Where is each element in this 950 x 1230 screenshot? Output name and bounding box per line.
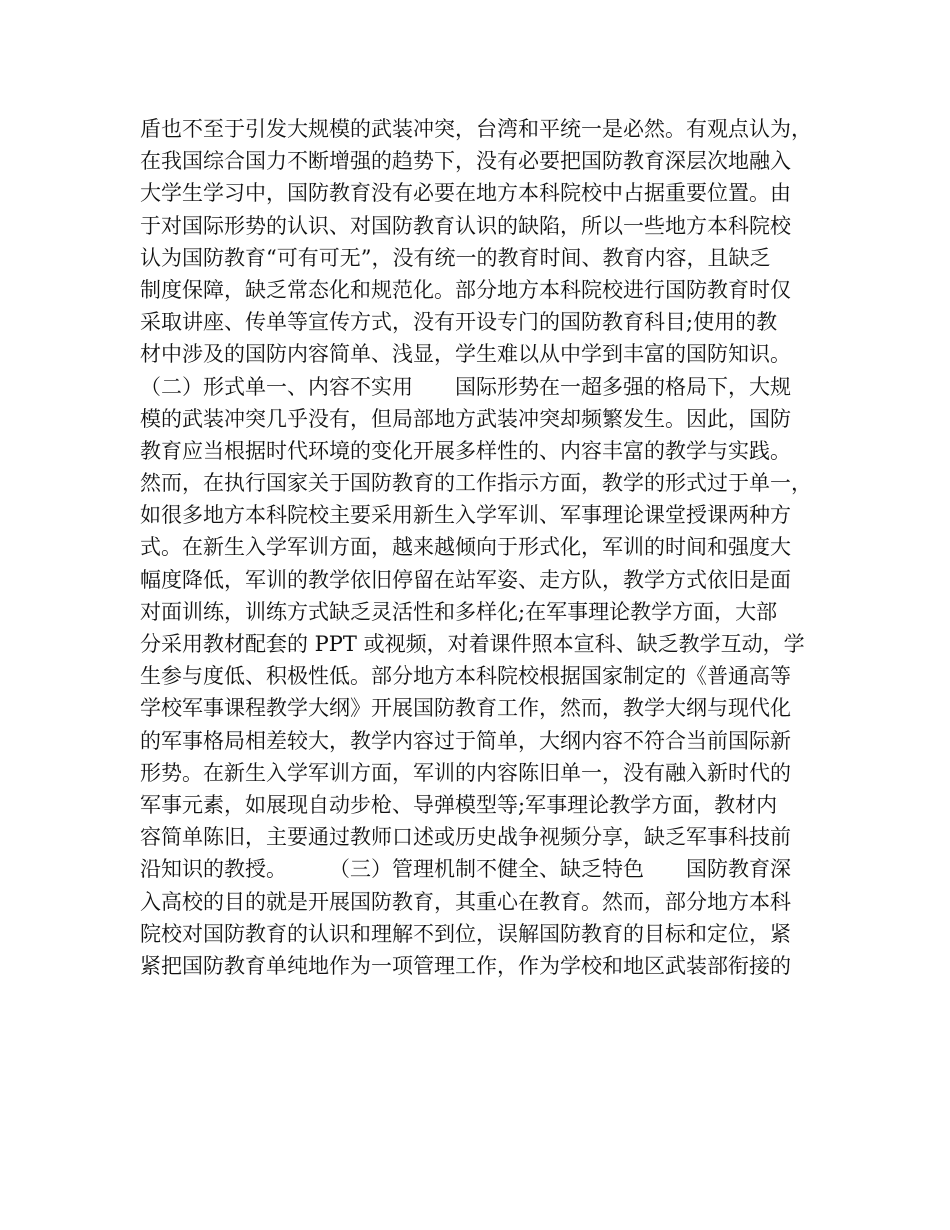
text-line: 制度保障，缺乏常态化和规范化。部分地方本科院校进行国防教育时仅 [140,277,791,302]
text-line: 分采用教材配套的 PPT 或视频，对着课件照本宣科、缺乏教学互动，学 [140,632,805,656]
text-line: 军事元素，如展现自动步枪、导弹模型等;军事理论教学方面，教材内 [140,792,778,817]
text-line: 入高校的目的就是开展国防教育，其重心在教育。然而，部分地方本科 [140,889,791,914]
text-line: 材中涉及的国防内容简单、浅显，学生难以从中学到丰富的国防知识。 [140,342,791,367]
body-text [140,113,820,982]
text-line: 对面训练，训练方式缺乏灵活性和多样化;在军事理论教学方面，大部 [140,599,778,624]
text-line: 紧把国防教育单纯地作为一项管理工作，作为学校和地区武装部衔接的 [140,953,791,978]
text-line: 如很多地方本科院校主要采用新生入学军训、军事理论课堂授课两种方 [140,503,791,528]
text-line: 在我国综合国力不断增强的趋势下，没有必要把国防教育深层次地融入 [140,149,791,174]
text-line: 院校对国防教育的认识和理解不到位，误解国防教育的目标和定位，紧 [140,921,791,946]
text-line: 于对国际形势的认识、对国防教育认识的缺陷，所以一些地方本科院校 [140,213,791,238]
text-line: 学校军事课程教学大纲》开展国防教育工作，然而，教学大纲与现代化 [140,696,791,721]
text-line: （二）形式单一、内容不实用 国际形势在一超多强的格局下，大规 [140,374,791,399]
text-line: 认为国防教育“可有可无”，没有统一的教育时间、教育内容，且缺乏 [140,245,771,270]
text-line: 然而，在执行国家关于国防教育的工作指示方面，教学的形式过于单一， [140,471,812,496]
text-line: 教育应当根据时代环境的变化开展多样性的、内容丰富的教学与实践。 [140,438,791,463]
text-line: 沿知识的教授。 （三）管理机制不健全、缺乏特色 国防教育深 [140,857,791,882]
text-line: 幅度降低，军训的教学依旧停留在站军姿、走方队，教学方式依旧是面 [140,567,791,592]
text-line: 形势。在新生入学军训方面，军训的内容陈旧单一，没有融入新时代的 [140,760,791,785]
text-line: 盾也不至于引发大规模的武装冲突，台湾和平统一是必然。有观点认为， [140,117,812,141]
text-line: 容简单陈旧，主要通过教师口述或历史战争视频分享，缺乏军事科技前 [140,825,791,850]
text-line: 式。在新生入学军训方面，越来越倾向于形式化，军训的时间和强度大 [140,535,791,560]
text-line: 模的武装冲突几乎没有，但局部地方武装冲突却频繁发生。因此，国防 [140,406,791,431]
text-line: 采取讲座、传单等宣传方式，没有开设专门的国防教育科目;使用的教 [140,310,778,335]
text-line: 生参与度低、积极性低。部分地方本科院校根据国家制定的《普通高等 [140,664,791,689]
text-line: 大学生学习中，国防教育没有必要在地方本科院校中占据重要位置。由 [140,181,791,206]
text-line: 的军事格局相差较大，教学内容过于简单，大纲内容不符合当前国际新 [140,728,791,753]
